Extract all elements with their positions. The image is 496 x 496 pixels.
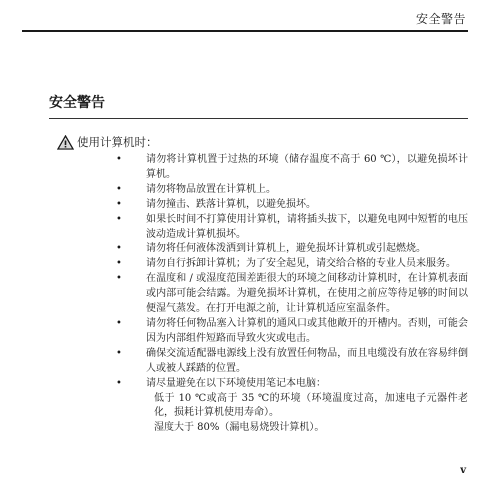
- list-item: [116, 183, 468, 198]
- list-item: [116, 198, 468, 213]
- bullet-marker: •: [116, 198, 122, 210]
- list-item: [116, 317, 468, 347]
- list-item: [116, 377, 468, 437]
- bullet-marker: •: [116, 347, 122, 359]
- list-item-text: 请尽量避免在以下环境使用笔记本电脑：: [146, 377, 326, 389]
- list-item: [116, 242, 468, 257]
- warning-heading: 使用计算机时：: [77, 135, 158, 149]
- list-item-text: 请勿自行拆卸计算机；为了安全起见，请交给合格的专业人员来服务。: [146, 258, 456, 270]
- warning-list: [116, 153, 468, 436]
- section-title: 安全警告: [49, 95, 105, 111]
- list-item-text: 请勿将任何物品塞入计算机的通风口或其他敞开的开槽内。否则，可能会因为内部组件短路而导致火灾或电击。: [146, 317, 468, 344]
- list-item: [116, 257, 468, 272]
- list-item-text: 如果长时间不打算使用计算机，请将插头拔下，以避免电网中短暂的电压波动造成计算机损坏。: [146, 213, 468, 240]
- list-item: [116, 153, 468, 183]
- list-item-text: 请勿将物品放置在计算机上。: [146, 183, 276, 195]
- list-subitem-text: 低于 10 ℃或高于 35 ℃的环境（环境温度过高，加速电子元器件老化，损耗计算机使用寿命）。: [154, 392, 468, 419]
- bullet-marker: •: [116, 243, 122, 255]
- list-item-text: 确保交流适配器电源线上没有放置任何物品，而且电缆没有放在容易绊倒人或被人踩踏的位置。: [146, 347, 468, 374]
- page-number: v: [460, 465, 466, 476]
- list-item-text: 在温度和 / 或湿度范围差距很大的环境之间移动计算机时，在计算机表面或内部可能会结露。为避免损坏计算机，在使用之前应等待足够的时间以便湿气蒸发。在打开电源之前，让计算机适应室温条件。: [146, 273, 468, 315]
- bullet-marker: •: [116, 154, 122, 165]
- bullet-marker: •: [116, 273, 122, 285]
- list-item-text: 请勿撞击、跌落计算机，以避免损坏。: [146, 198, 316, 210]
- warning-triangle-icon: [57, 135, 74, 150]
- bullet-marker: •: [116, 213, 122, 225]
- warning-heading-row: [57, 134, 158, 150]
- list-item: [116, 213, 468, 243]
- bullet-marker: •: [116, 183, 122, 195]
- list-subitem-text: 湿度大于 80%（漏电易烧毁计算机）。: [154, 422, 325, 434]
- list-item: [116, 272, 468, 317]
- list-item-text: 请勿将任何液体泼洒到计算机上，避免损坏计算机或引起燃烧。: [146, 243, 426, 255]
- bullet-marker: •: [116, 258, 122, 270]
- bullet-marker: •: [116, 377, 122, 389]
- list-item-text: 请勿将计算机置于过热的环境（储存温度不高于 60 ℃），以避免损坏计算机。: [146, 154, 468, 180]
- list-item: [116, 347, 468, 377]
- running-header: 安全警告: [415, 12, 466, 26]
- header-rule: [22, 30, 468, 32]
- section-divider: [49, 118, 468, 119]
- bullet-marker: •: [116, 317, 122, 329]
